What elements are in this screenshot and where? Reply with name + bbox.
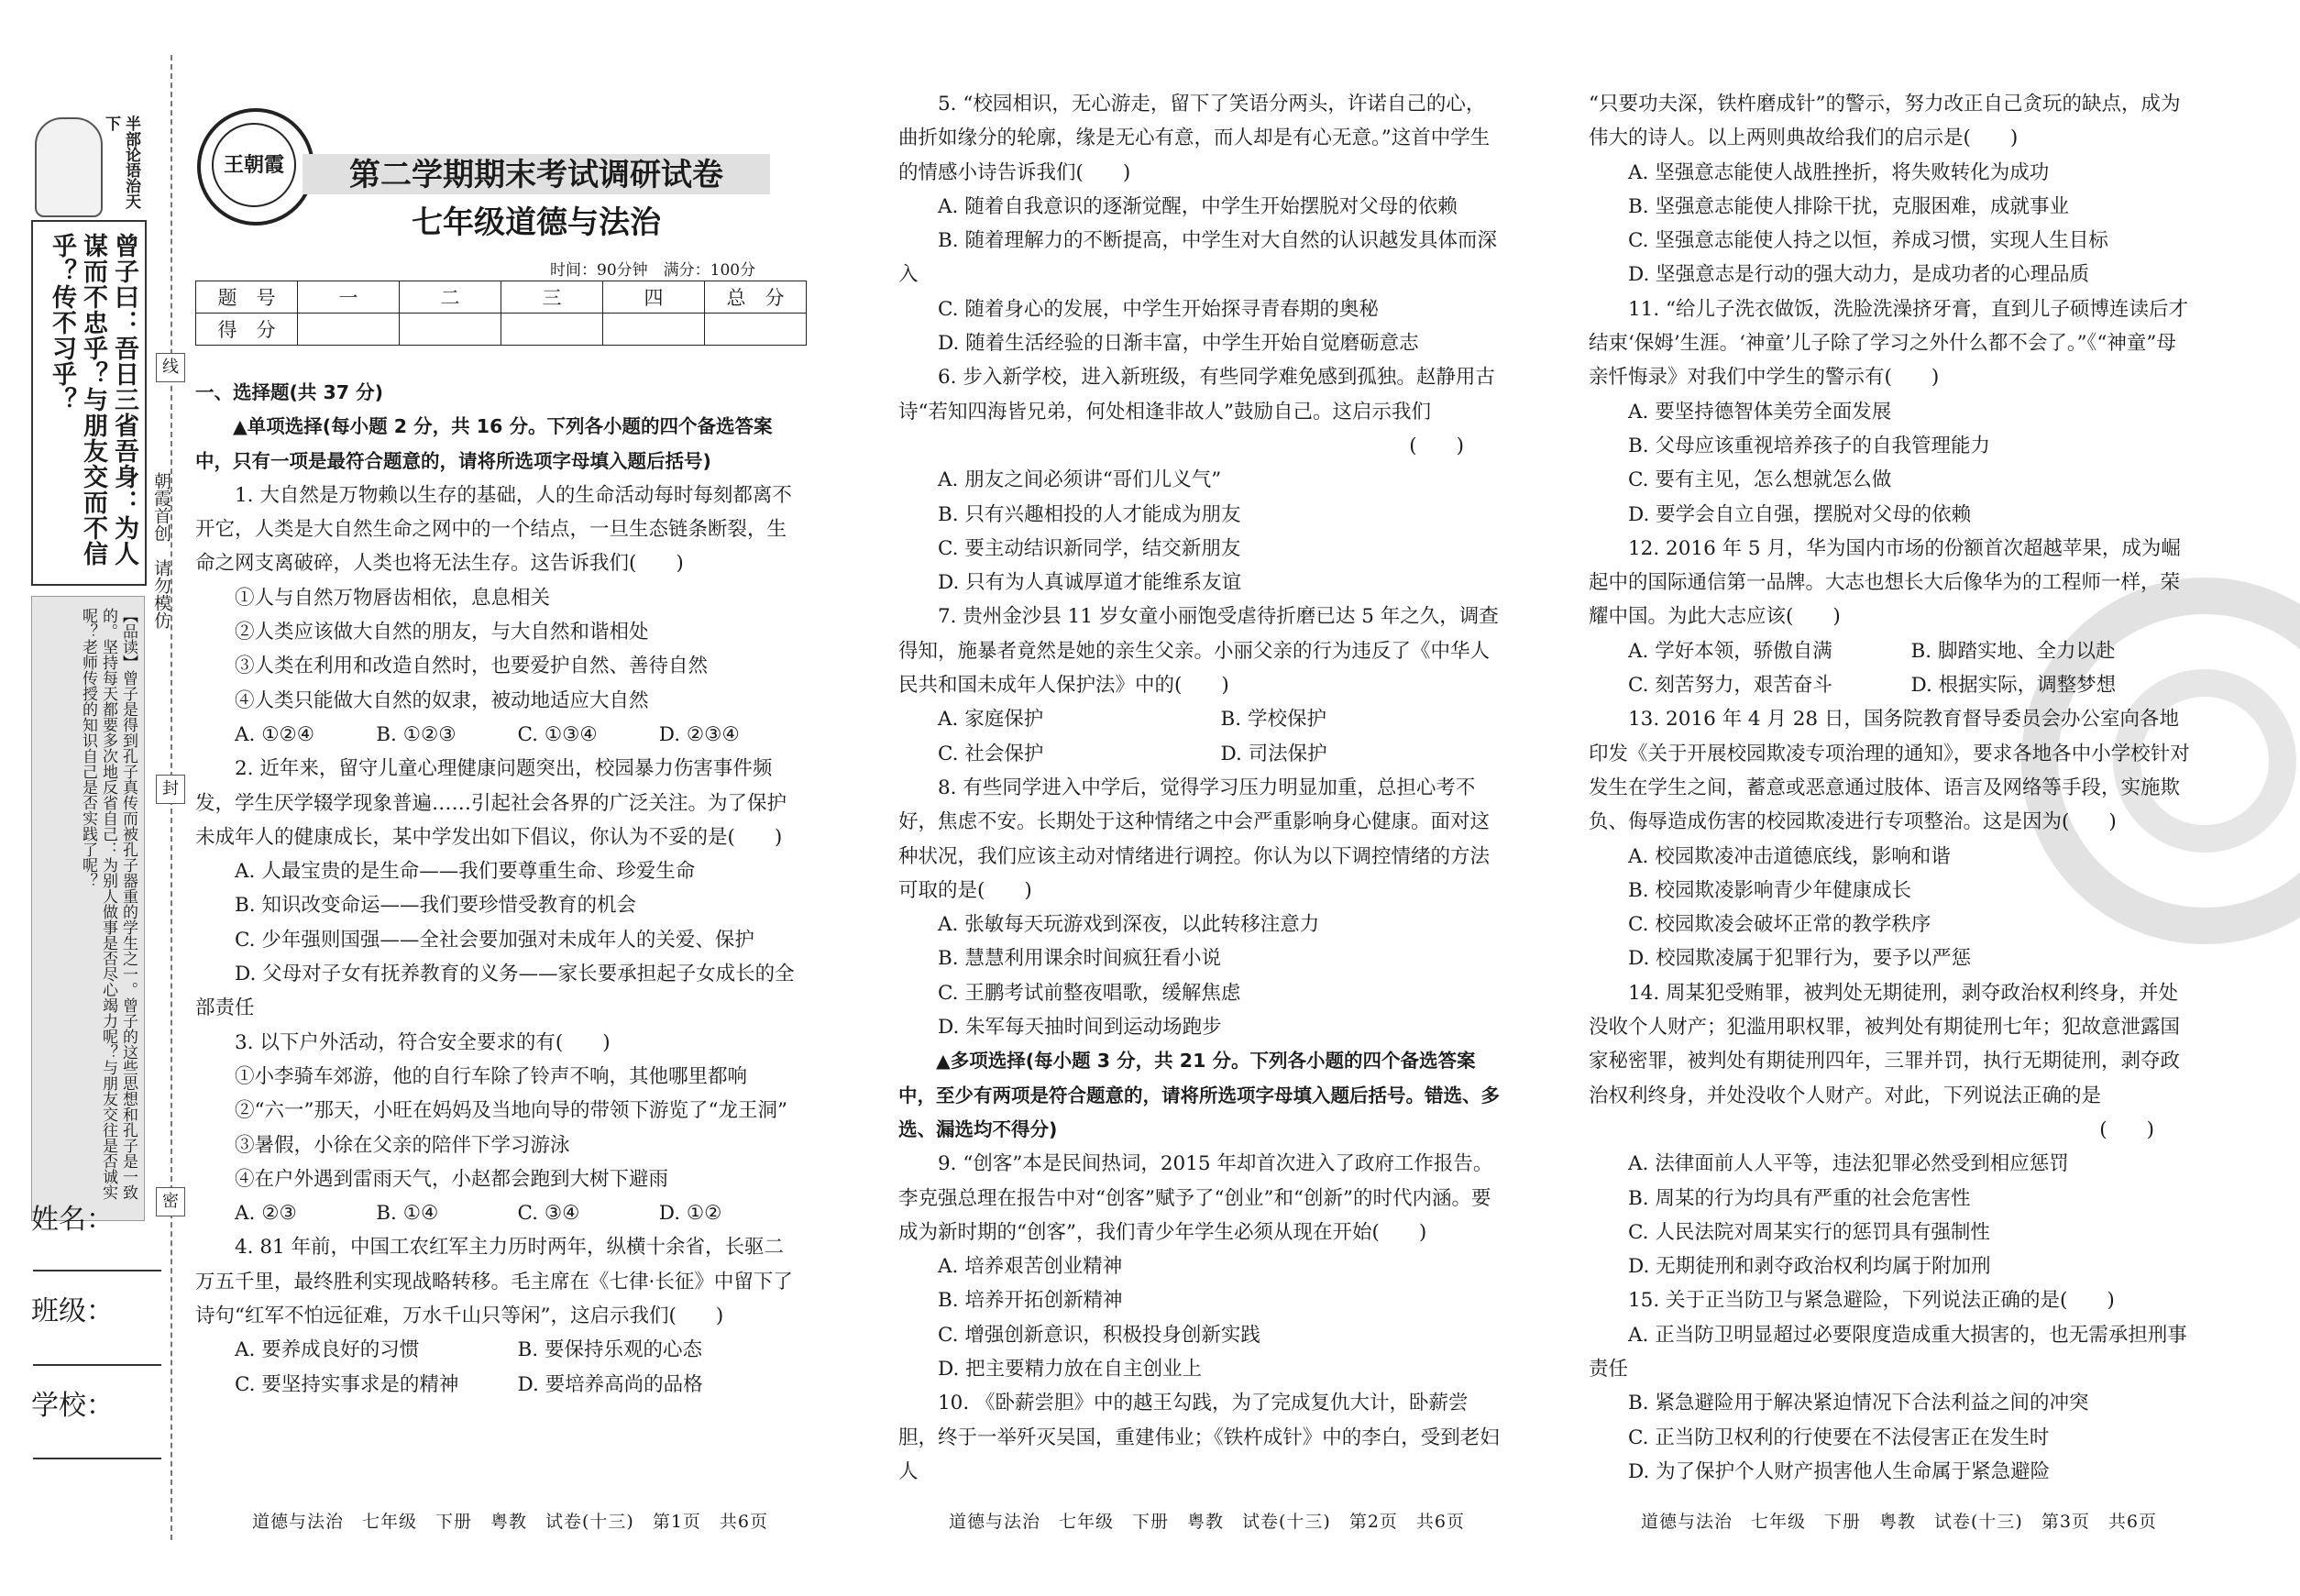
answer-bracket: ( ) bbox=[2099, 1117, 2154, 1141]
option: A. 校园欺凌冲击道德底线，影响和谐 bbox=[1628, 844, 1951, 868]
option: D. 无期徒刑和剥夺政治权利均属于附加刑 bbox=[1628, 1255, 1991, 1279]
option: D. 坚强意志是行动的强大动力，是成功者的心理品质 bbox=[1628, 263, 2090, 287]
option: C. ①③④ bbox=[517, 722, 598, 746]
question-5: 5. “校园相识，无心游走，留下了笑语分两头，许诺自己的心，曲折如缘分的轮廓，缘是无心有意，而人却是有心无意。”这首中学生的情感小诗告诉我们( ) bbox=[898, 93, 1491, 184]
q3-statement: ④在户外遇到雷雨天气，小赵都会跑到大树下避雨 bbox=[235, 1167, 669, 1191]
option: B. 知识改变命运——我们要珍惜受教育的机会 bbox=[235, 894, 636, 918]
commentary-text: 【品读】曾子是得到孔子真传而被孔子器重的学生之一。曾子的这些思想和孔子是一致的。坚持每天都要多次地反省自己：为别人做事是否尽心竭力呢？与朋友交往是否诚实呢？老师传授的知识自己是否实践了呢？ bbox=[79, 608, 138, 1200]
option: A. 法律面前人人平等，违法犯罪必然受到相应惩罚 bbox=[1628, 1152, 2069, 1176]
q3-statement: ③暑假，小徐在父亲的陪伴下学习游泳 bbox=[235, 1133, 570, 1157]
column-page-1 bbox=[195, 376, 800, 1402]
binding-strip bbox=[28, 101, 149, 1531]
score-entry[interactable] bbox=[705, 314, 807, 346]
option: D. 父母对子女有抚养教育的义务——家长要承担起子女成长的全部责任 bbox=[195, 963, 795, 1020]
scholar-portrait-icon bbox=[35, 117, 103, 217]
option: B. 周某的行为均具有严重的社会危害性 bbox=[1628, 1186, 1971, 1210]
score-cell: 三 bbox=[501, 281, 603, 314]
option: B. 学校保护 bbox=[1220, 708, 1326, 732]
score-cell: 得 分 bbox=[196, 314, 298, 346]
q3-options bbox=[195, 1196, 800, 1230]
question-8: 8. 有些同学进入中学后，觉得学习压力明显加重，总担心考不好，焦虑不安。长期处于这种情绪之中会严重影响身心健康。面对这种状况，我们应该主动对情绪进行调控。你认为以下调控情绪的方法可取的是( ) bbox=[898, 776, 1491, 902]
copyright-note: 朝霞首创 请勿模仿 bbox=[151, 472, 171, 629]
option: D. 校园欺凌属于犯罪行为，要予以严惩 bbox=[1628, 947, 1972, 971]
option: A. 正当防卫明显超过必要限度造成重大损害的，也无需承担刑事责任 bbox=[1589, 1323, 2187, 1381]
option: B. 校园欺凌影响青少年健康成长 bbox=[1628, 878, 1911, 902]
q1-statement: ①人与自然万物唇齿相依，息息相关 bbox=[235, 586, 551, 610]
cut-mark-seal: 封 bbox=[156, 775, 185, 804]
q12-options bbox=[1589, 634, 2194, 668]
multi-choice-instructions: ▲多项选择(每小题 3 分，共 21 分。下列各小题的四个备选答案中，至少有两项是符合题意的，请将所选项字母填入题后括号。错选、多选、漏选均不得分) bbox=[898, 1050, 1500, 1140]
option: C. 社会保护 bbox=[938, 742, 1044, 765]
option: B. 要保持乐观的心态 bbox=[517, 1338, 702, 1362]
q1-statement: ④人类只能做大自然的奴隶，被动地适应大自然 bbox=[235, 688, 649, 712]
page-footer-1: 道德与法治 七年级 下册 粤教 试卷(十三) 第1页 共6页 bbox=[252, 1512, 769, 1532]
logo-text: 王朝霞 bbox=[212, 123, 296, 207]
option: A. 朋友之间必须讲“哥们儿义气” bbox=[938, 468, 1222, 492]
option: C. 王鹏考试前整夜唱歌，缓解焦虑 bbox=[938, 981, 1241, 1005]
question-9: 9. “创客”本是民间热词，2015 年却首次进入了政府工作报告。李克强总理在报告中对“创客”赋予了“创业”和“创新”的时代内涵。要成为新时期的“创客”，我们青少年学生必须从现在开始( ) bbox=[898, 1152, 1493, 1244]
question-2: 2. 近年来，留守儿童心理健康问题突出，校园暴力伤害事件频发，学生厌学辍学现象普遍……引起社会各界的广泛关注。为了保护未成年人的健康成长，某中学发出如下倡议，你认为不妥的是( ) bbox=[195, 757, 787, 849]
score-entry[interactable] bbox=[603, 314, 705, 346]
score-cell: 一 bbox=[298, 281, 400, 314]
option: B. 慧慧利用课余时间疯狂看小说 bbox=[938, 947, 1221, 971]
option: A. 张敏每天玩游戏到深夜，以此转移注意力 bbox=[938, 913, 1320, 937]
option: B. ①②③ bbox=[376, 722, 457, 746]
school-label: 学校： bbox=[31, 1390, 114, 1422]
option: C. 人民法院对周某实行的惩罚具有强制性 bbox=[1628, 1220, 1990, 1244]
single-choice-instructions: ▲单项选择(每小题 2 分，共 16 分。下列各小题的四个备选答案中，只有一项是最符合题意的，请将所选项字母填入题后括号) bbox=[195, 415, 773, 472]
q3-statement: ①小李骑车郊游，他的自行车除了铃声不响，其他哪里都响 bbox=[235, 1064, 748, 1088]
option: C. 刻苦努力，艰苦奋斗 bbox=[1628, 674, 1832, 698]
option: C. 坚强意志能使人持之以恒，养成习惯，实现人生目标 bbox=[1628, 229, 2108, 253]
option: B. 紧急避险用于解决紧迫情况下合法利益之间的冲突 bbox=[1628, 1392, 2089, 1415]
option: C. 少年强则国强——全社会要加强对未成年人的关爱、保护 bbox=[235, 928, 754, 952]
exam-title: 第二学期期末考试调研试卷 bbox=[349, 157, 723, 193]
option: C. 增强创新意识，积极投身创新实践 bbox=[938, 1323, 1260, 1347]
question-6: 6. 步入新学校，进入新班级，有些同学难免感到孤独。赵静用古诗“若知四海皆兄弟，何处相逢非故人”鼓励自己。这启示我们 bbox=[898, 366, 1495, 424]
q4-options bbox=[195, 1333, 800, 1367]
book-tag: 半部论语治天下 bbox=[102, 116, 140, 209]
q12-options bbox=[1589, 668, 2194, 702]
score-cell: 题 号 bbox=[196, 281, 298, 314]
name-label: 姓名： bbox=[31, 1204, 114, 1236]
question-4: 4. 81 年前，中国工农红军主力历时两年，纵横十余省，长驱二万五千里，最终胜利实现战略转移。毛主席在《七律·长征》中留下了诗句“红军不怕远征难，万水千山只等闲”，这启示我们( ) bbox=[195, 1236, 793, 1328]
option: D. 朱军每天抽时间到运动场跑步 bbox=[938, 1016, 1222, 1040]
question-1: 1. 大自然是万物赖以生存的基础，人的生命活动每时每刻都离不开它，人类是大自然生命之网中的一个结点，一旦生态链条断裂，生命之网支离破碎，人类也将无法生存。这告诉我们( ) bbox=[195, 483, 792, 576]
page-footer-3: 道德与法治 七年级 下册 粤教 试卷(十三) 第3页 共6页 bbox=[1641, 1512, 2158, 1532]
q1-statement: ②人类应该做大自然的朋友，与大自然和谐相处 bbox=[235, 621, 649, 644]
option: D. 只有为人真诚厚道才能维系友谊 bbox=[938, 571, 1242, 595]
question-12: 12. 2016 年 5 月，华为国内市场的份额首次超越苹果，成为崛起中的国际通信第一品牌。大志也想长大后像华为的工程师一样，荣耀中国。为此大志应该( ) bbox=[1589, 536, 2181, 629]
quote-text: 曾子曰：吾日三省吾身：为人谋而不忠乎？与朋友交而不信乎？传不习乎？ bbox=[48, 233, 138, 567]
column-page-2 bbox=[898, 87, 1503, 1489]
score-cell: 四 bbox=[603, 281, 705, 314]
class-label: 班级： bbox=[31, 1295, 114, 1327]
time-info: 时间：90分钟 满分：100分 bbox=[550, 261, 756, 280]
answer-bracket: ( ) bbox=[1409, 434, 1464, 457]
question-15: 15. 关于正当防卫与紧急避险，下列说法正确的是( ) bbox=[1628, 1289, 2115, 1313]
option: D. 随着生活经验的日渐丰富，中学生开始自觉磨砺意志 bbox=[938, 332, 1419, 356]
question-10-continued: “只要功夫深，铁杵磨成针”的警示，努力改正自己贪玩的缺点，成为伟大的诗人。以上两则典故给我们的启示是( ) bbox=[1589, 93, 2181, 150]
option: A. ①②④ bbox=[235, 722, 315, 746]
question-3: 3. 以下户外活动，符合安全要求的有( ) bbox=[235, 1030, 611, 1054]
option: A. 要养成良好的习惯 bbox=[235, 1338, 420, 1362]
q1-options bbox=[195, 718, 800, 752]
score-table bbox=[195, 281, 807, 346]
option: D. ①② bbox=[658, 1202, 722, 1226]
score-table-header-row bbox=[196, 281, 807, 314]
option: B. 随着理解力的不断提高，中学生对大自然的认识越发具体而深入 bbox=[898, 229, 1497, 287]
option: C. 要有主见，怎么想就怎么做 bbox=[1628, 468, 1892, 492]
option: A. 坚强意志能使人战胜挫折，将失败转化为成功 bbox=[1628, 160, 2050, 184]
option: C. 要坚持实事求是的精神 bbox=[235, 1372, 459, 1396]
option: D. 把主要精力放在自主创业上 bbox=[938, 1357, 1203, 1381]
brand-logo bbox=[197, 108, 314, 226]
q7-options bbox=[898, 702, 1503, 736]
question-13: 13. 2016 年 4 月 28 日，国务院教育督导委员会办公室向各地印发《关于开展校园欺凌专项治理的通知》，要求各地各中小学校针对发生在学生之间，蓄意或恶意通过肢体、语言及网络等手段，实施欺负、侮辱造成伤害的校园欺凌进行专项整治。这是因为( ) bbox=[1589, 708, 2190, 834]
score-entry[interactable] bbox=[298, 314, 400, 346]
cut-mark-secret: 密 bbox=[156, 1187, 185, 1216]
quote-box bbox=[31, 220, 147, 586]
q7-options bbox=[898, 737, 1503, 771]
score-entry[interactable] bbox=[400, 314, 501, 346]
question-14: 14. 周某犯受贿罪，被判处无期徒刑，剥夺政治权利终身，并处没收个人财产；犯滥用职权罪，被判处有期徒刑七年；犯故意泄露国家秘密罪，被判处有期徒刑四年，三罪并罚，执行无期徒刑，剥夺政治权利终身，并处没收个人财产。对此，下列说法正确的是 bbox=[1589, 981, 2181, 1107]
q3-statement: ②“六一”那天，小旺在妈妈及当地向导的带领下游览了“龙王洞” bbox=[235, 1099, 787, 1123]
option: A. ②③ bbox=[235, 1202, 297, 1226]
score-entry[interactable] bbox=[501, 314, 603, 346]
option: D. 为了保护个人财产损害他人生命属于紧急避险 bbox=[1628, 1459, 2051, 1483]
exam-subtitle: 七年级道德与法治 bbox=[412, 204, 661, 241]
option: A. 要坚持德智体美劳全面发展 bbox=[1628, 400, 1892, 424]
option: B. 培养开拓创新精神 bbox=[938, 1289, 1123, 1313]
option: B. 脚踏实地、全力以赴 bbox=[1910, 639, 2116, 663]
score-cell: 总 分 bbox=[705, 281, 807, 314]
q4-options bbox=[195, 1368, 800, 1402]
question-7: 7. 贵州金沙县 11 岁女童小丽饱受虐待折磨已达 5 年之久，调查得知，施暴者竟然是她的亲生父亲。小丽父亲的行为违反了《中华人民共和国未成年人保护法》中的( ) bbox=[898, 605, 1499, 698]
option: C. 正当防卫权利的行使要在不法侵害正在发生时 bbox=[1628, 1425, 2050, 1449]
option: B. 只有兴趣相投的人才能成为朋友 bbox=[938, 502, 1241, 526]
option: C. ③④ bbox=[517, 1202, 580, 1226]
option: A. 培养艰苦创业精神 bbox=[938, 1255, 1123, 1279]
school-field[interactable] bbox=[33, 1458, 161, 1459]
q1-statement: ③人类在利用和改造自然时，也要爱护自然、善待自然 bbox=[235, 655, 709, 678]
section-heading: 一、选择题(共 37 分) bbox=[195, 381, 384, 403]
option: B. ①④ bbox=[376, 1202, 439, 1226]
score-cell: 二 bbox=[400, 281, 501, 314]
cut-mark-line: 线 bbox=[156, 353, 185, 382]
option: D. ②③④ bbox=[658, 722, 740, 746]
option: C. 要主动结识新同学，结交新朋友 bbox=[938, 536, 1241, 560]
question-11: 11. “给儿子洗衣做饭，洗脸洗澡挤牙膏，直到儿子硕博连读后才结束‘保姆’生涯。‘神童’儿子除了学习之外什么都不会了。”《“神童”母亲忏悔录》对我们中学生的警示有( ) bbox=[1589, 297, 2189, 390]
option: B. 坚强意志能使人排除干扰，克服困难，成就事业 bbox=[1628, 194, 2069, 218]
option: A. 随着自我意识的逐渐觉醒，中学生开始摆脱对父母的依赖 bbox=[938, 194, 1458, 218]
page-footer-2: 道德与法治 七年级 下册 粤教 试卷(十三) 第2页 共6页 bbox=[949, 1512, 1466, 1532]
option: A. 家庭保护 bbox=[938, 708, 1044, 732]
option: D. 司法保护 bbox=[1220, 742, 1327, 765]
commentary-box bbox=[31, 596, 145, 1221]
option: A. 学好本领，骄傲自满 bbox=[1628, 639, 1832, 663]
option: C. 随着身心的发展，中学生开始探寻青春期的奥秘 bbox=[938, 297, 1379, 321]
proverb-header bbox=[33, 108, 143, 218]
option: D. 根据实际，调整梦想 bbox=[1910, 674, 2117, 698]
score-table-score-row bbox=[196, 314, 807, 346]
column-page-3 bbox=[1589, 87, 2194, 1489]
option: D. 要学会自立自强，摆脱对父母的依赖 bbox=[1628, 502, 1972, 526]
question-10: 10. 《卧薪尝胆》中的越王勾践，为了完成复仇大计，卧薪尝胆，终于一举歼灭吴国，重建伟业；《铁杵成针》中的李白，受到老妇人 bbox=[898, 1392, 1500, 1483]
option: B. 父母应该重视培养孩子的自我管理能力 bbox=[1628, 434, 1990, 457]
option: C. 校园欺凌会破坏正常的教学秩序 bbox=[1628, 913, 1931, 937]
option: D. 要培养高尚的品格 bbox=[517, 1372, 703, 1396]
class-field[interactable] bbox=[33, 1364, 161, 1366]
option: A. 人最宝贵的是生命——我们要尊重生命、珍爱生命 bbox=[235, 860, 696, 884]
name-field[interactable] bbox=[33, 1270, 161, 1271]
